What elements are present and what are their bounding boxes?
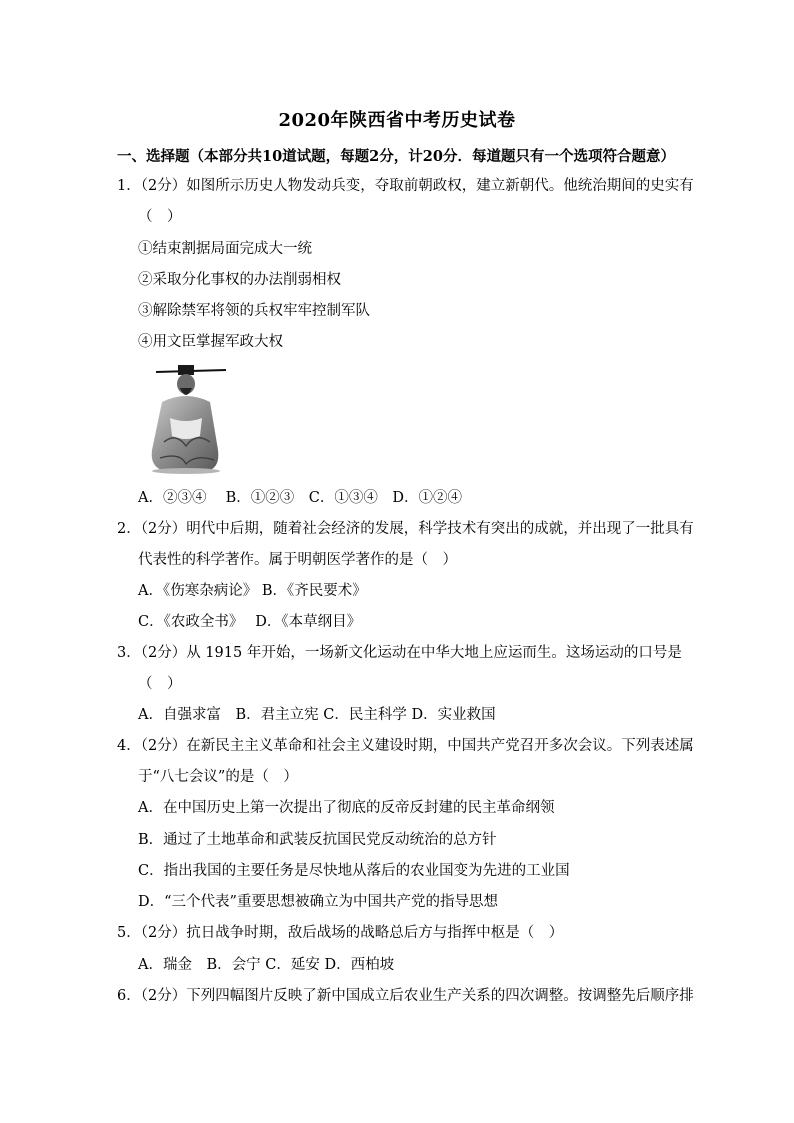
q1-options: A．②③④ B．①②③ C．①③④ D．①②④ <box>138 490 462 506</box>
q5-options: A．瑞金 B．会宁 C．延安 D．西柏坡 <box>138 957 395 973</box>
q3-stem-line1: 3．（2分）从 1915 年开始，一场新文化运动在中华大地上应运而生。这场运动的口号是 <box>117 645 682 661</box>
q1-item-4: ④用文臣掌握军政大权 <box>138 334 283 350</box>
q4-stem-line2: 于“八七会议”的是（ ） <box>138 769 298 785</box>
q2-stem-line1: 2．（2分）明代中后期，随着社会经济的发展，科学技术有突出的成就，并出现了一批具有 <box>117 521 694 537</box>
q4-option-c: C．指出我国的主要任务是尽快地从落后的农业国变为先进的工业国 <box>138 863 570 879</box>
q1-stem-line2: （ ） <box>138 209 182 225</box>
q4-option-d: D．“三个代表”重要思想被确立为中国共产党的指导思想 <box>138 894 498 910</box>
q3-stem-line2: （ ） <box>138 676 182 692</box>
q3-options: A．自强求富 B．君主立宪 C．民主科学 D．实业救国 <box>138 707 496 723</box>
q2-options-line2: C．《农政全书》 D．《本草纲目》 <box>138 614 362 630</box>
q6-stem-line1: 6．（2分）下列四幅图片反映了新中国成立后农业生产关系的四次调整。按调整先后顺序排 <box>117 988 694 1004</box>
q2-stem-line2: 代表性的科学著作。属于明朝医学著作的是（ ） <box>138 552 457 568</box>
q2-options-line1: A．《伤寒杂病论》 B．《齐民要术》 <box>138 583 367 599</box>
q1-item-3: ③解除禁军将领的兵权牢牢控制军队 <box>138 303 370 319</box>
q4-stem-line1: 4．（2分）在新民主主义革命和社会主义建设时期，中国共产党召开多次会议。下列表述属 <box>117 738 694 754</box>
q1-item-2: ②采取分化事权的办法削弱相权 <box>138 272 341 288</box>
q4-option-a: A．在中国历史上第一次提出了彻底的反帝反封建的民主革命纲领 <box>138 800 555 816</box>
q5-stem-line1: 5．（2分）抗日战争时期，敌后战场的战略总后方与指挥中枢是（ ） <box>117 925 564 941</box>
historical-figure-image <box>140 362 232 474</box>
q1-item-1: ①结束割据局面完成大一统 <box>138 241 312 257</box>
page-title: 2020年陕西省中考历史试卷 <box>278 110 516 131</box>
section-heading: 一、选择题（本部分共10道试题，每题2分，计20分．每道题只有一个选项符合题意） <box>117 148 675 165</box>
q1-stem-line1: 1．（2分）如图所示历史人物发动兵变，夺取前朝政权，建立新朝代。他统治期间的史实有 <box>117 178 694 194</box>
q4-option-b: B．通过了土地革命和武装反抗国民党反动统治的总方针 <box>138 832 497 848</box>
